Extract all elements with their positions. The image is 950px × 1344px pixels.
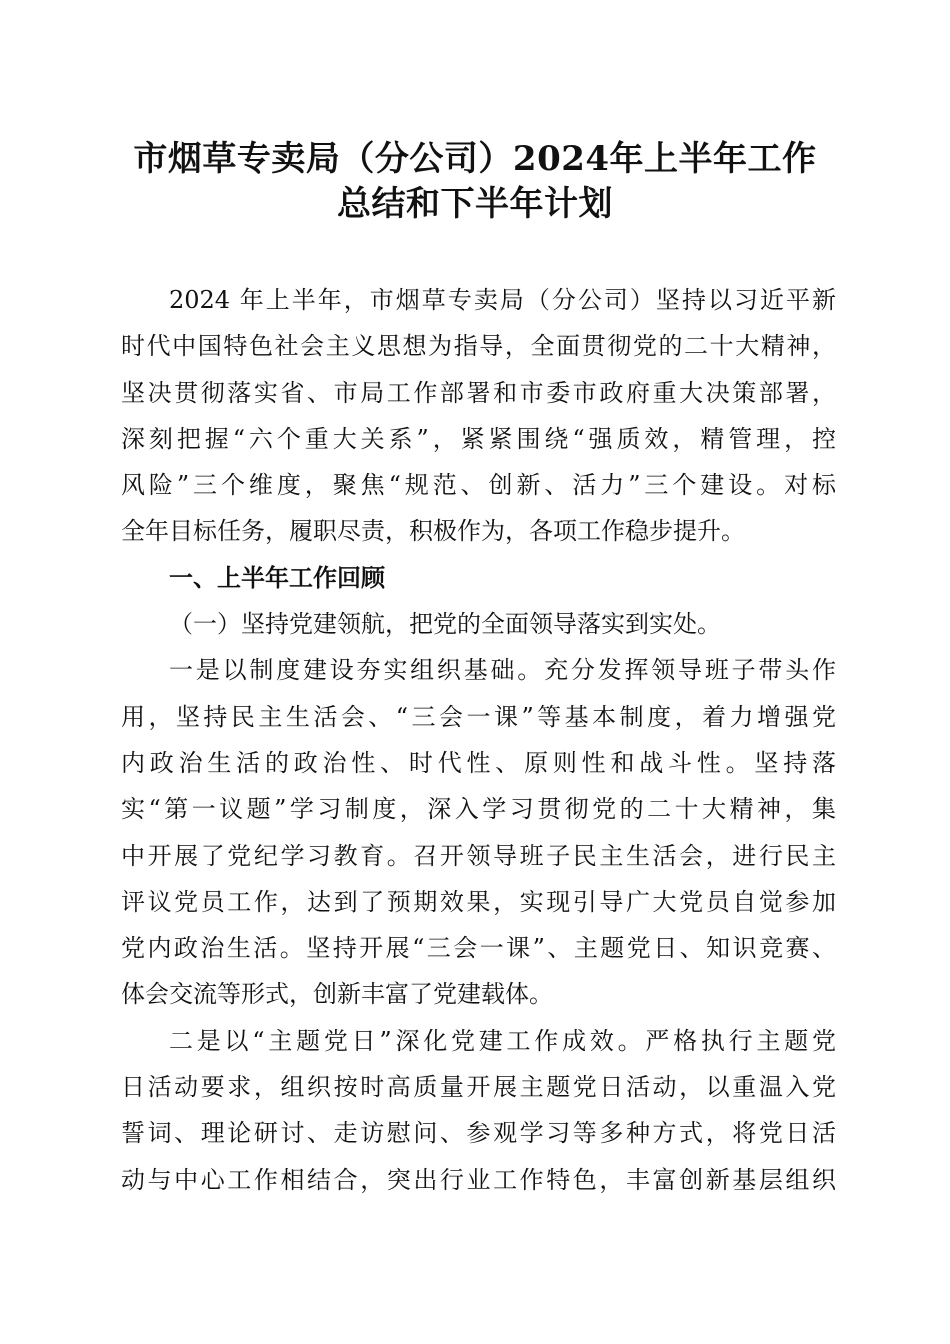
paragraph-3-line: 日活动要求，组织按时高质量开展主题党日活动，以重温入党 bbox=[121, 1073, 836, 1102]
paragraph-3-line: 动与中心工作相结合，突出行业工作特色，丰富创新基层组织 bbox=[121, 1165, 836, 1194]
document-title-line-2: 总结和下半年计划 bbox=[337, 184, 613, 224]
paragraph-2-line: 用，坚持民主生活会、“三会一课”等基本制度，着力增强党 bbox=[121, 702, 836, 731]
paragraph-3-line: 誓词、理论研讨、走访慰问、参观学习等多种方式，将党日活 bbox=[121, 1119, 836, 1148]
paragraph-2-line: 党内政治生活。坚持开展“三会一课”、主题党日、知识竞赛、 bbox=[121, 934, 836, 963]
paragraph-2-line: 实“第一议题”学习制度，深入学习贯彻党的二十大精神，集 bbox=[121, 795, 836, 824]
section-heading: 一、上半年工作回顾 bbox=[169, 563, 385, 592]
paragraph-2-line: 体会交流等形式，创新丰富了党建载体。 bbox=[121, 980, 553, 1009]
document-body bbox=[121, 277, 836, 1203]
paragraph-2-line: 评议党员工作，达到了预期效果，实现引导广大党员自觉参加 bbox=[121, 887, 836, 916]
paragraph-2-line: 一是以制度建设夯实组织基础。充分发挥领导班子带头作 bbox=[169, 656, 836, 685]
paragraph-2-line: 内政治生活的政治性、时代性、原则性和战斗性。坚持落 bbox=[121, 748, 836, 777]
paragraph-1-line: 时代中国特色社会主义思想为指导，全面贯彻党的二十大精神， bbox=[121, 332, 836, 361]
paragraph-1-line: 风险”三个维度，聚焦“规范、创新、活力”三个建设。对标 bbox=[121, 471, 836, 500]
paragraph-3-line: 二是以“主题党日”深化党建工作成效。严格执行主题党 bbox=[169, 1026, 836, 1055]
paragraph-1-line: 深刻把握“六个重大关系”，紧紧围绕“强质效，精管理，控 bbox=[121, 424, 836, 453]
paragraph-2-line: 中开展了党纪学习教育。召开领导班子民主生活会，进行民主 bbox=[121, 841, 836, 870]
paragraph-1-line: 2024 年上半年，市烟草专卖局（分公司）坚持以习近平新 bbox=[169, 286, 836, 314]
subsection-heading: （一）坚持党建领航，把党的全面领导落实到实处。 bbox=[169, 610, 721, 639]
paragraph-1-line: 坚决贯彻落实省、市局工作部署和市委市政府重大决策部署， bbox=[121, 378, 836, 407]
document-title-line-1: 市烟草专卖局（分公司）2024年上半年工作 bbox=[133, 139, 817, 179]
paragraph-1-line: 全年目标任务，履职尽责，积极作为，各项工作稳步提升。 bbox=[121, 517, 745, 546]
